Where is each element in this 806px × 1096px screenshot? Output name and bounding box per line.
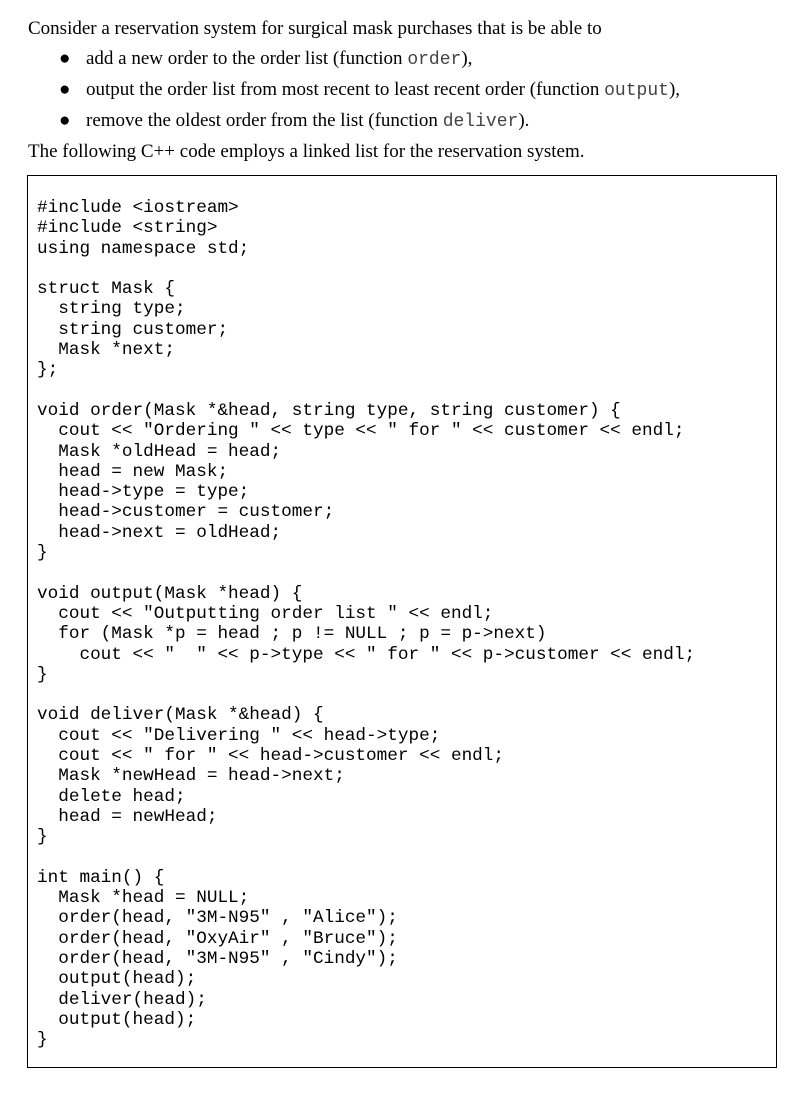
code-line: delete head; [37,786,186,807]
code-line: head = new Mask; [37,461,229,482]
problem-intro [28,14,788,167]
requirements-list [28,44,788,137]
code-line: head->type = type; [37,482,250,503]
code-line: string type; [37,299,186,320]
code-line: } [37,1030,48,1051]
code-line: order(head, "3M-N95" , "Cindy"); [37,948,398,969]
requirement-text: add a new order to the order list (function [86,48,408,69]
function-name: deliver [442,112,519,132]
intro-closing: The following C++ code employs a linked list for the reservation system. [28,141,585,162]
function-name: order [407,50,462,70]
code-listing [37,198,695,1050]
requirement-text-end: ). [518,110,530,131]
code-line: order(head, "3M-N95" , "Alice"); [37,908,398,929]
code-line: deliver(head); [37,989,207,1010]
code-line: cout << "Delivering " << head->type; [37,725,441,746]
code-line: using namespace std; [37,238,250,259]
code-line: cout << " " << p->type << " for " << p->customer << endl; [37,644,696,665]
code-line [37,685,695,705]
bullet-icon: ● [59,79,71,100]
code-line [37,848,695,868]
code-line: void order(Mask *&head, string type, string customer) { [37,400,621,421]
code-line: cout << "Outputting order list " << endl; [37,603,494,624]
code-line: order(head, "OxyAir" , "Bruce"); [37,928,398,949]
code-line: output(head); [37,1009,197,1030]
requirement-item [28,75,788,106]
requirement-text: output the order list from most recent to least recent order (function [86,79,605,100]
code-line: Mask *oldHead = head; [37,441,282,462]
code-line: output(head); [37,969,197,990]
code-line: } [37,543,48,564]
code-line: string customer; [37,319,229,340]
code-line: head->customer = customer; [37,502,335,523]
requirement-item [28,106,788,137]
code-line: head->next = oldHead; [37,522,282,543]
bullet-icon: ● [59,110,71,131]
code-line: void output(Mask *head) { [37,583,303,604]
requirement-text-end: ), [461,48,473,69]
requirement-item [28,44,788,75]
requirement-text-end: ), [668,79,681,100]
requirement-text: remove the oldest order from the list (function [86,110,443,131]
code-line: struct Mask { [37,279,175,300]
code-line: Mask *head = NULL; [37,888,250,909]
code-line: void deliver(Mask *&head) { [37,705,324,726]
code-line: int main() { [37,867,165,888]
code-line: for (Mask *p = head ; p != NULL ; p = p->next) [37,624,547,645]
code-line [37,563,695,583]
code-line [37,259,695,279]
code-line [37,381,695,401]
code-line: #include <iostream> [37,198,239,218]
code-line: head = newHead; [37,806,218,827]
code-line: Mask *next; [37,340,175,361]
code-line: }; [37,360,59,381]
code-line: cout << " for " << head->customer << endl; [37,746,505,767]
code-line: } [37,664,48,685]
code-line: #include <string> [37,218,218,239]
intro-lead: Consider a reservation system for surgical mask purchases that is be able to [28,18,602,39]
code-listing-box [27,175,777,1068]
code-line: } [37,827,48,848]
function-name: output [604,81,669,101]
bullet-icon: ● [59,48,71,69]
code-line: Mask *newHead = head->next; [37,766,345,787]
code-line: cout << "Ordering " << type << " for " << customer << endl; [37,421,685,442]
